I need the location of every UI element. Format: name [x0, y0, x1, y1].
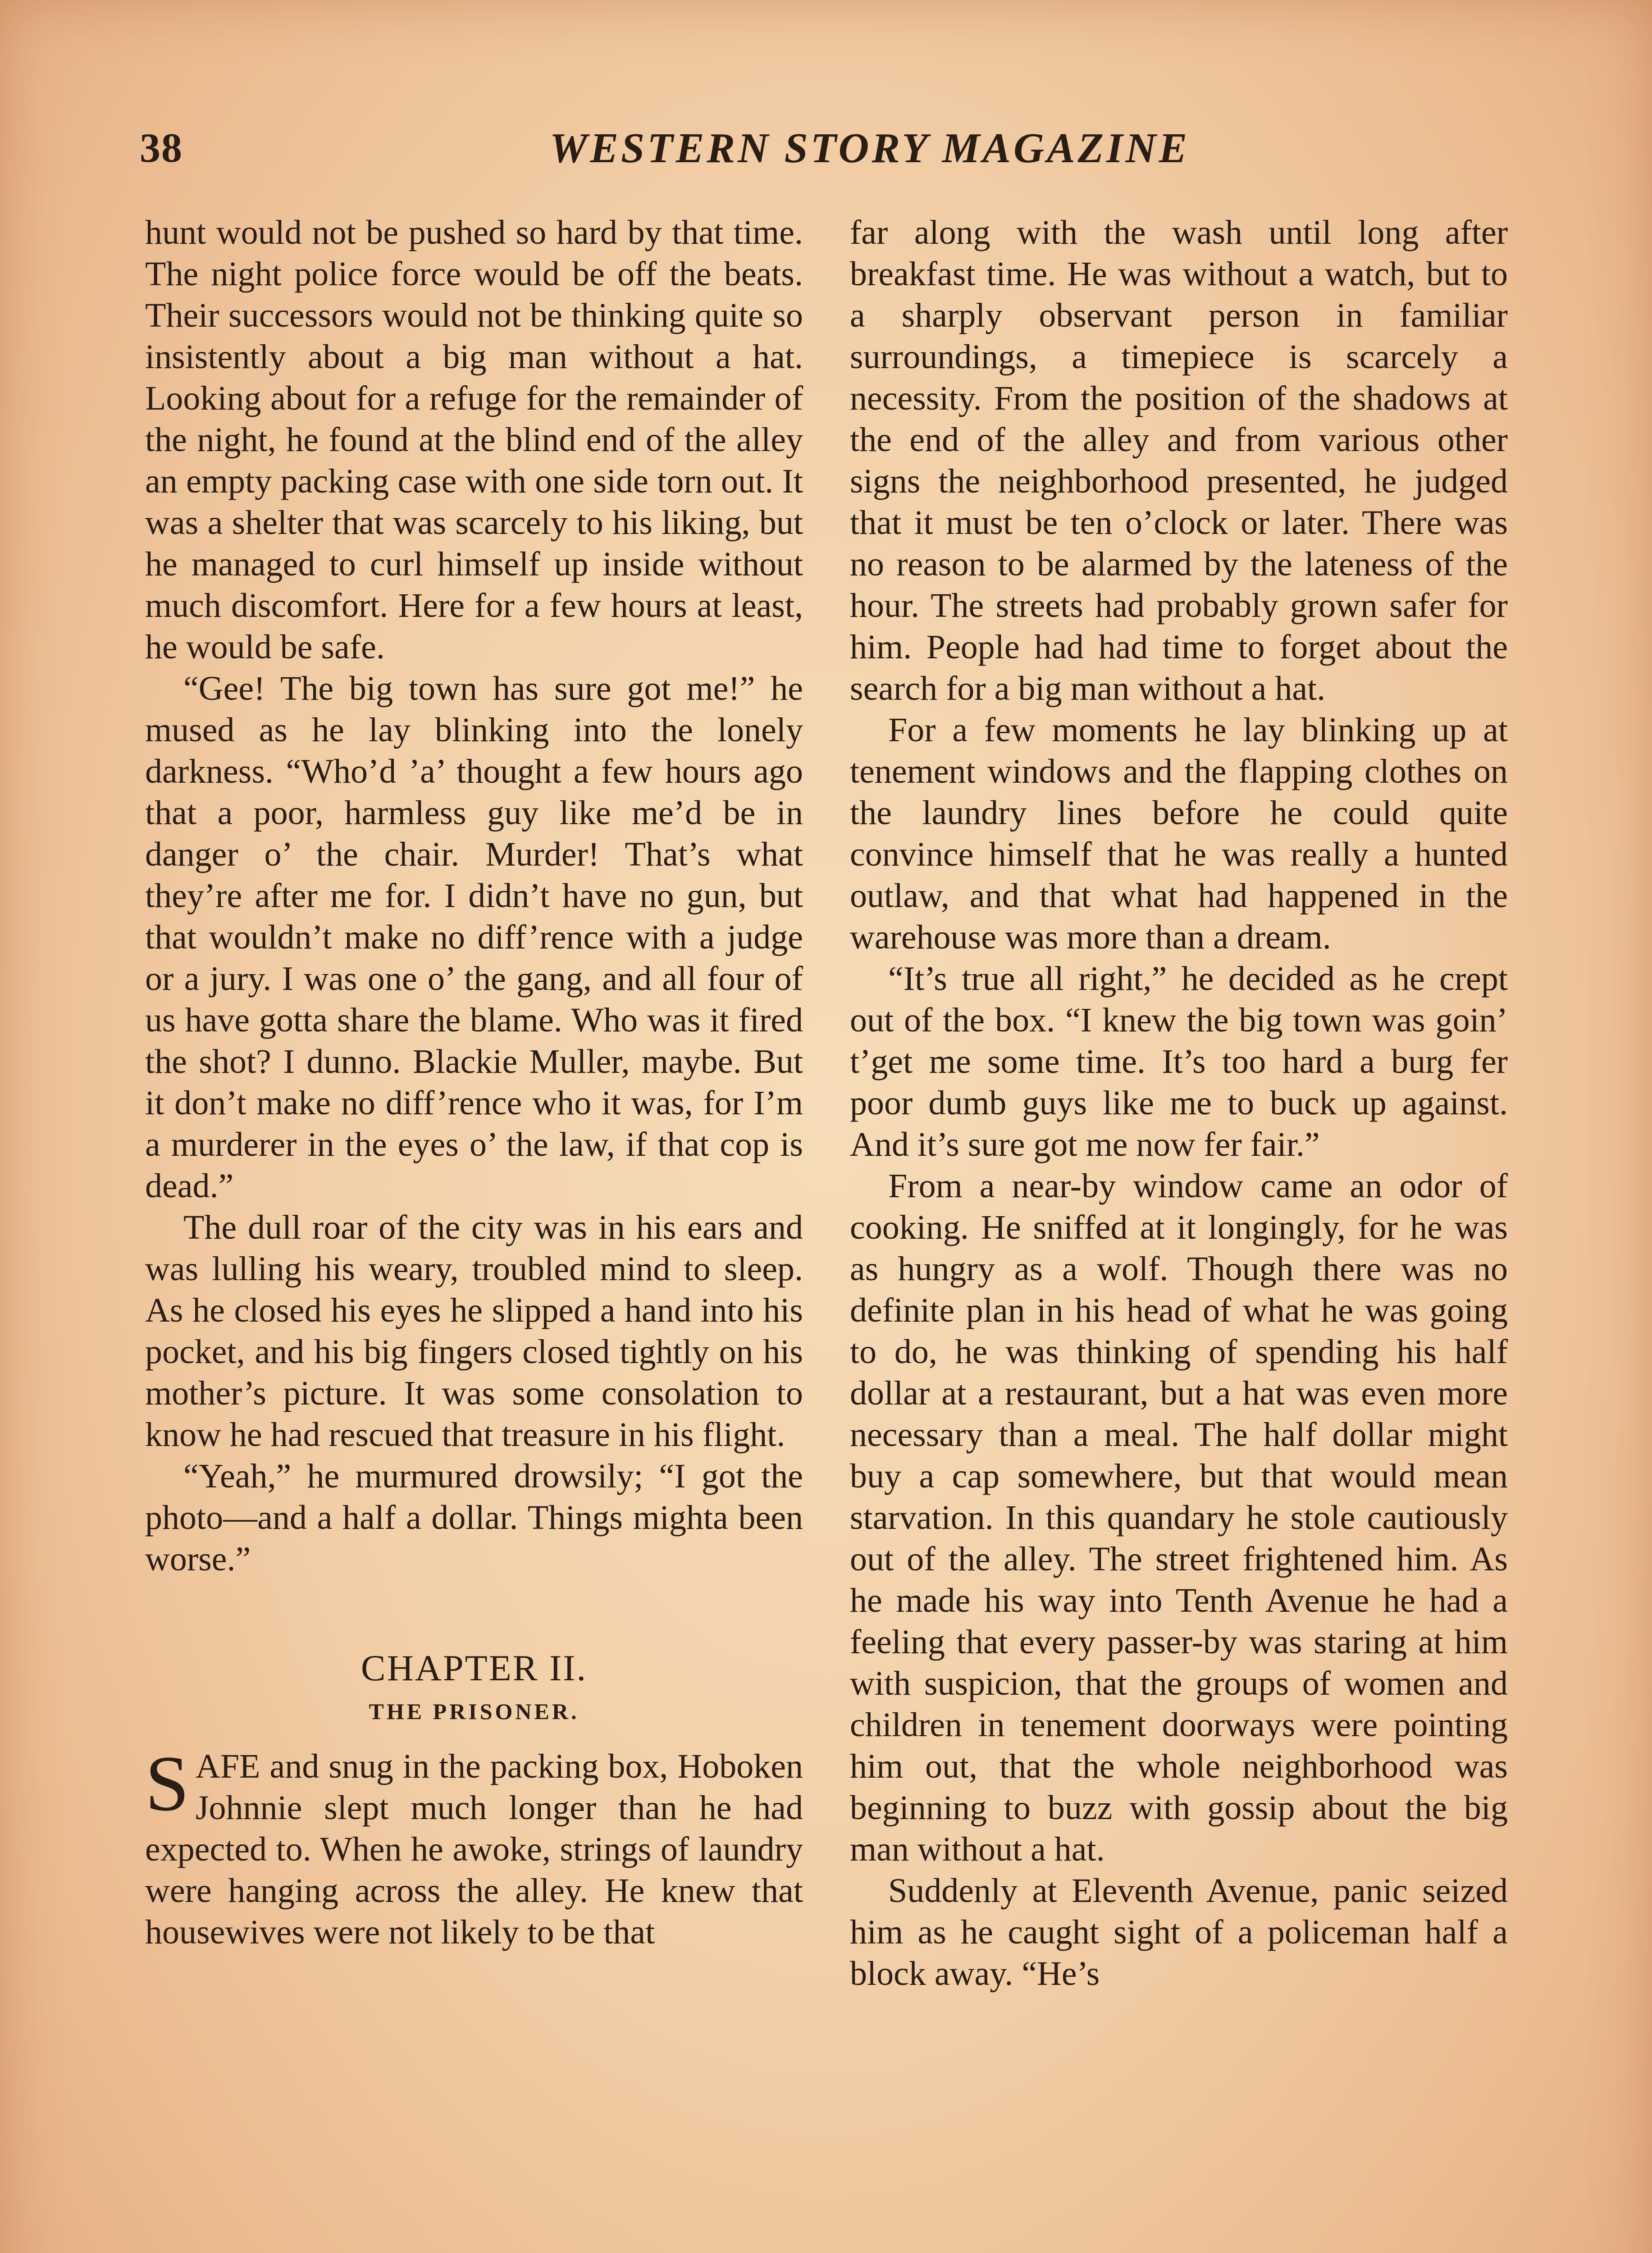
paragraph: The dull roar of the city was in his ears and was lulling his weary, troubled mind to sleep. As he closed his eyes he slipped a hand into his pocket, and his big fingers closed tightly on his mother’s picture. It was some consolation to know he had rescued that treasure in his flight.	[145, 1209, 803, 1454]
chapter-subtitle: THE PRISONER.	[369, 1699, 580, 1724]
paragraph: far along with the wash until long after breakfast time. He was without a watch, but to a sharply observant person in familiar surroundings, a timepiece is scarcely a necessity. From the position of the shadows at the end of the alley and from various other signs the neighborhood presented, he judged that it must be ten o’clock or later. There was no reason to be alarmed by the lateness of the hour. The streets had probably grown safer for him. People had had time to forget about the search for a big man without a hat.	[850, 214, 1508, 707]
page-header	[135, 124, 1514, 182]
paragraph: “It’s true all right,” he decided as he crept out of the box. “I knew the big town was goin’ t’get me some time. It’s too hard a burg fer poor dumb guys like me to buck up against. And it’s sure got me now fer fair.”	[850, 960, 1508, 1163]
chapter-title: CHAPTER II.	[361, 1647, 588, 1688]
paragraph: “Gee! The big town has sure got me!” he mused as he lay blinking into the lonely darkness. “Who’d ’a’ thought a few hours ago that a poor, harmless guy like me’d be in danger o’ the chair. Murder! That’s what they’re after me for. I didn’t have no gun, but that wouldn’t make no diff’rence with a judge or a jury. I was one o’ the gang, and all four of us have gotta share the blame. Who was it fired the shot? I dunno. Blackie Muller, maybe. But it don’t make no diff’rence who it was, for I’m a murderer in the eyes o’ the law, if that cop is dead.”	[145, 670, 803, 1205]
right-column	[850, 212, 1508, 2253]
paragraph-text: AFE and snug in the packing box, Hoboken Johnnie slept much longer than he had expected to. When he awoke, strings of laundry were hanging across the alley. He knew that housewives were not likely to be that	[145, 1747, 803, 1951]
paragraph: For a few moments he lay blinking up at tenement windows and the flapping clothes on the laundry lines before he could quite convince himself that he was really a hunted outlaw, and that what had happened in the warehouse was more than a dream.	[850, 711, 1508, 956]
magazine-title: WESTERN STORY MAGAZINE	[549, 125, 1190, 172]
drop-cap: S	[145, 1740, 189, 1828]
paragraph: hunt would not be pushed so hard by that time. The night police force would be off the beats. Their successors would not be thinking quite so insistently about a big man without a hat. Looking about for a refuge for the remainder of the night, he found at the blind end of the alley an empty packing case with one side torn out. It was a shelter that was scarcely to his liking, but he managed to curl himself up inside without much discomfort. Here for a few hours at least, he would be safe.	[145, 214, 803, 666]
left-column	[145, 212, 803, 2253]
paragraph: “Yeah,” he murmured drowsily; “I got the photo—and a half a dollar. Things mighta been worse.”	[145, 1457, 803, 1578]
paragraph	[145, 1740, 803, 1953]
paragraph: Suddenly at Eleventh Avenue, panic seized him as he caught sight of a policeman half a block away. “He’s	[850, 1872, 1508, 1993]
paragraph: From a near-by window came an odor of cooking. He sniffed at it longingly, for he was as hungry as a wolf. Though there was no definite plan in his head of what he was going to do, he was thinking of spending his half dollar at a restaurant, but a hat was even more necessary than a meal. The half dollar might buy a cap somewhere, but that would mean starvation. In this quandary he stole cautiously out of the alley. The street frightened him. As he made his way into Tenth Avenue he had a feeling that every passer-by was staring at him with suspicion, that the groups of women and children in tenement doorways were pointing him out, that the whole neighborhood was beginning to buzz with gossip about the big man without a hat.	[850, 1167, 1508, 1868]
page-number: 38	[140, 125, 183, 171]
